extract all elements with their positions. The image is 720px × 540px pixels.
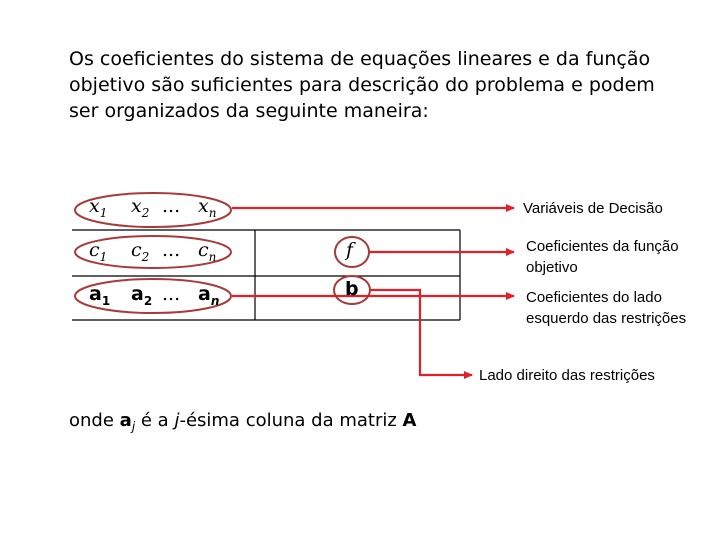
intro-line-2: objetivo são suficientes para descrição do problema e podem (69, 74, 655, 96)
objective-f: f (346, 239, 354, 261)
label-lhs-coefs: Coeficientes do lado esquerdo das restrições (526, 289, 687, 327)
coef-cn: $c_n$ (198, 239, 217, 264)
var-x1: $x_1$ (89, 195, 108, 220)
coef-c2: $c_2$ (131, 239, 150, 264)
label-objective-coefs: Coeficientes da função objetivo (526, 238, 679, 276)
label-decision-vars: Variáveis de Decisão (523, 200, 663, 217)
col-an: $a_n$ (198, 283, 220, 308)
dots-row3: ... (162, 283, 181, 305)
dots-row1: ... (162, 195, 181, 217)
var-x2: $x_2$ (131, 195, 150, 220)
var-xn: $x_n$ (198, 195, 217, 220)
intro-line-1: Os coeficientes do sistema de equações lineares e da função (69, 48, 651, 70)
arrow-rhs (370, 290, 472, 375)
rhs-b: b (345, 278, 359, 300)
footnote: onde $a_j$ é a j-ésima coluna da matriz A (69, 410, 417, 434)
intro-line-3: ser organizados da seguinte maneira: (69, 100, 429, 122)
col-a1: $a_1$ (89, 283, 111, 308)
col-a2: $a_2$ (131, 283, 153, 308)
label-rhs: Lado direito das restrições (479, 367, 655, 384)
arrows (232, 208, 514, 375)
dots-row2: ... (162, 239, 181, 261)
coef-c1: $c_1$ (89, 239, 108, 264)
